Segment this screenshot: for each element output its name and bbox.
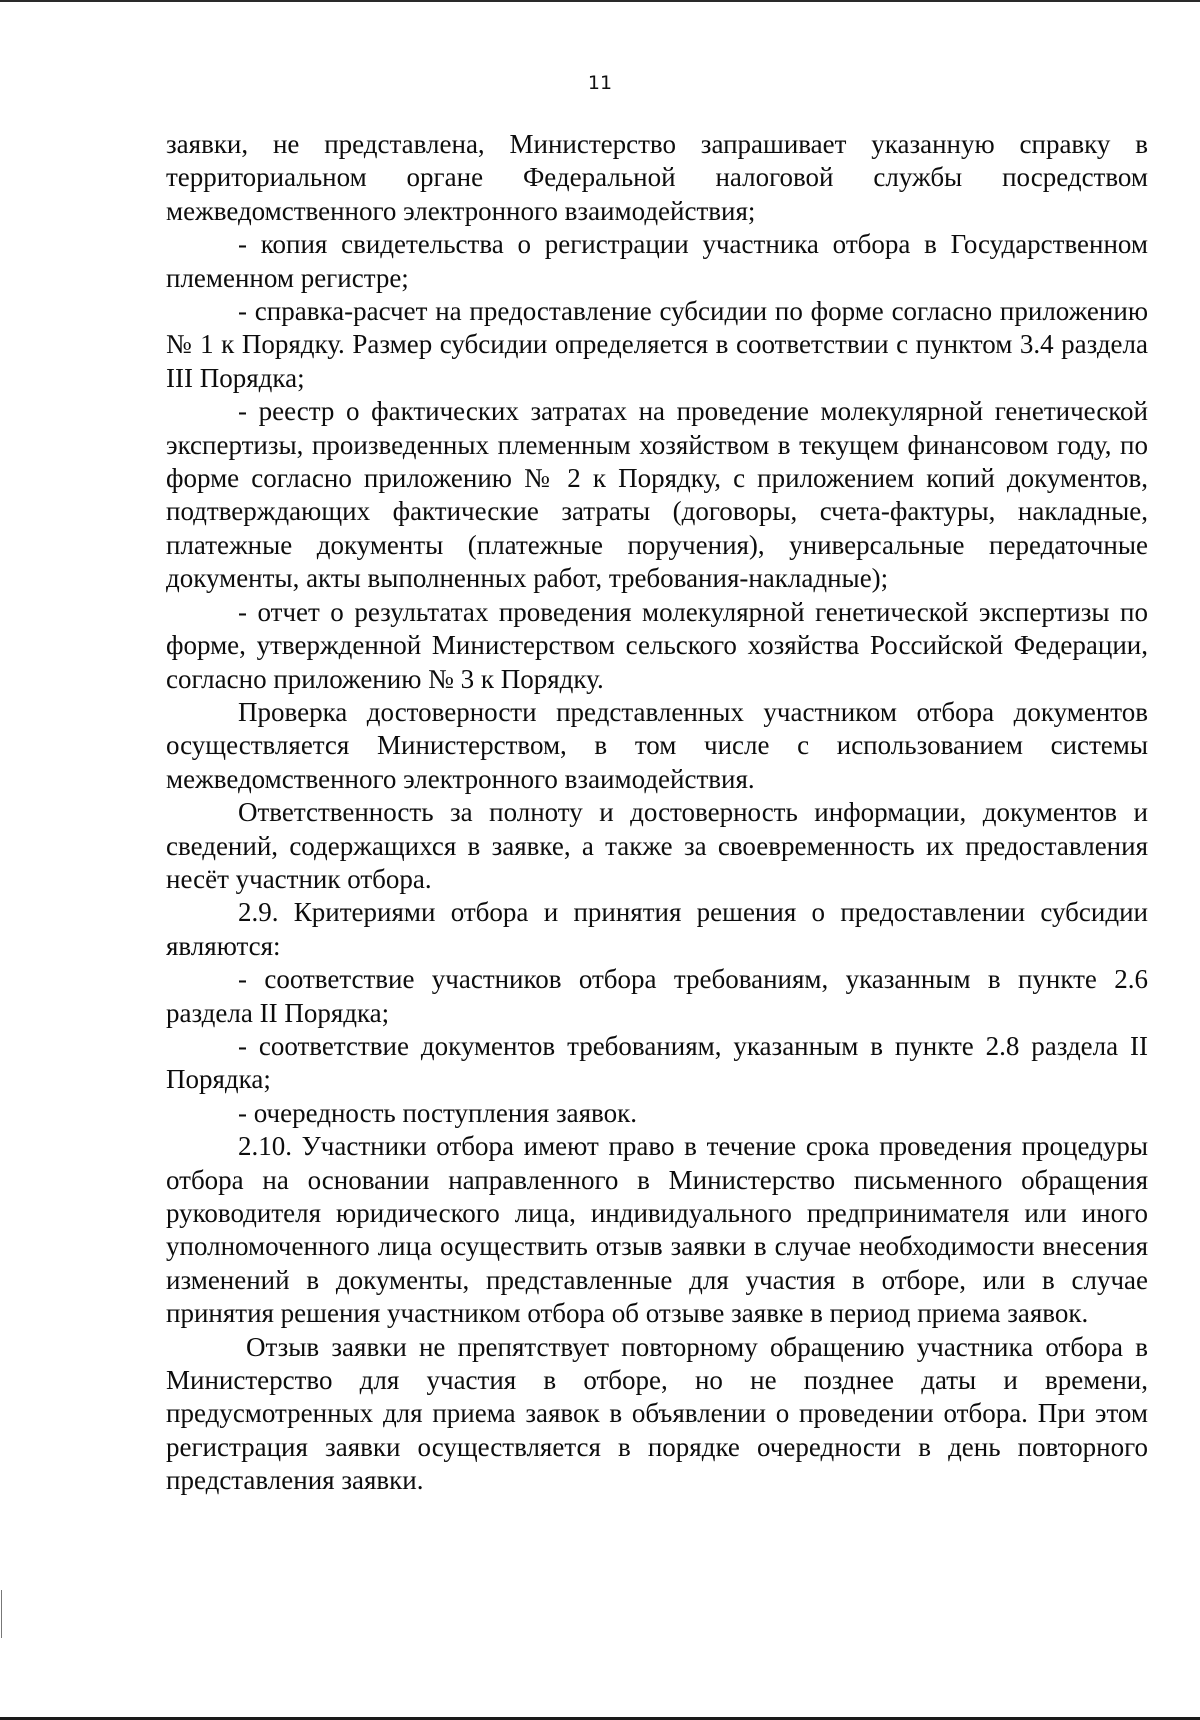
list-item-subsidy-calculation: - справка-расчет на предоставление субсидии по форме согласно приложению № 1 к Порядку. Размер субсидии определяется в соответствии с пунктом 3.4 раздела III Порядка; bbox=[166, 296, 1148, 393]
criteria-item-participants: - соответствие участников отбора требованиям, указанным в пункте 2.6 раздела II Порядка; bbox=[166, 964, 1148, 1028]
criteria-item-order: - очередность поступления заявок. bbox=[238, 1097, 637, 1128]
paragraph-verification: Проверка достоверности представленных участником отбора документов осуществляется Министерством, в том числе с использованием системы межведомственного электронного взаимодействия. bbox=[166, 696, 1148, 794]
list-item-certificate-copy: - копия свидетельства о регистрации участника отбора в Государственном племенном регистре; bbox=[166, 229, 1148, 293]
page-number: 11 bbox=[587, 72, 613, 94]
paragraph-continuation: заявки, не представлена, Министерство запрашивает указанную справку в территориальном органе Федеральной налоговой службы посредством межведомственного электронного взаимодействия; bbox=[166, 129, 1148, 226]
criteria-item-documents: - соответствие документов требованиям, указанным в пункте 2.8 раздела II Порядка; bbox=[166, 1030, 1148, 1095]
section-2-10-paragraph: 2.10. Участники отбора имеют право в течение срока проведения процедуры отбора на основании направленного в Министерство письменного обращения руководителя юридического лица, индивидуального предпринимателя или иного уполномоченного лица осуществить отзыв заявки в случае необходимости внесения изменений в документы, представленные для участия в отборе, или в случае принятия решения участником отбора об отзыве заявке в период приема заявок. bbox=[166, 1131, 1148, 1329]
section-2-9-heading: 2.9. Критериями отбора и принятия решения о предоставлении субсидии являются: bbox=[166, 897, 1148, 961]
list-item-expense-registry: - реестр о фактических затратах на проведение молекулярной генетической экспертизы, произведенных племенным хозяйством в текущем финансовом году, по форме согласно приложению № 2 к Порядку, с приложением копий документов, подтверждающих фактические затраты (договоры, счета-фактуры, накладные, платежные документы (платежные поручения), универсальные передаточные документы, акты выполненных работ, требования-накладные); bbox=[166, 396, 1148, 594]
list-item-expertise-report: - отчет о результатах проведения молекулярной генетической экспертизы по форме, утвержденной Министерством сельского хозяйства Российской Федерации, согласно приложению № 3 к Порядку. bbox=[166, 596, 1148, 694]
paragraph-withdrawal: Отзыв заявки не препятствует повторному обращению участника отбора в Министерство для участия в отборе, но не позднее даты и времени, предусмотренных для приема заявок в объявлении о проведении отбора. При этом регистрация заявки осуществляется в порядке очередности в день повторного представления заявки. bbox=[166, 1331, 1148, 1496]
paragraph-responsibility: Ответственность за полноту и достоверность информации, документов и сведений, содержащихся в заявке, а также за своевременность их предоставления несёт участник отбора. bbox=[166, 797, 1148, 894]
document-body bbox=[166, 128, 1148, 1498]
scan-mark bbox=[1, 1590, 2, 1638]
scan-edge-top bbox=[0, 0, 1200, 2]
